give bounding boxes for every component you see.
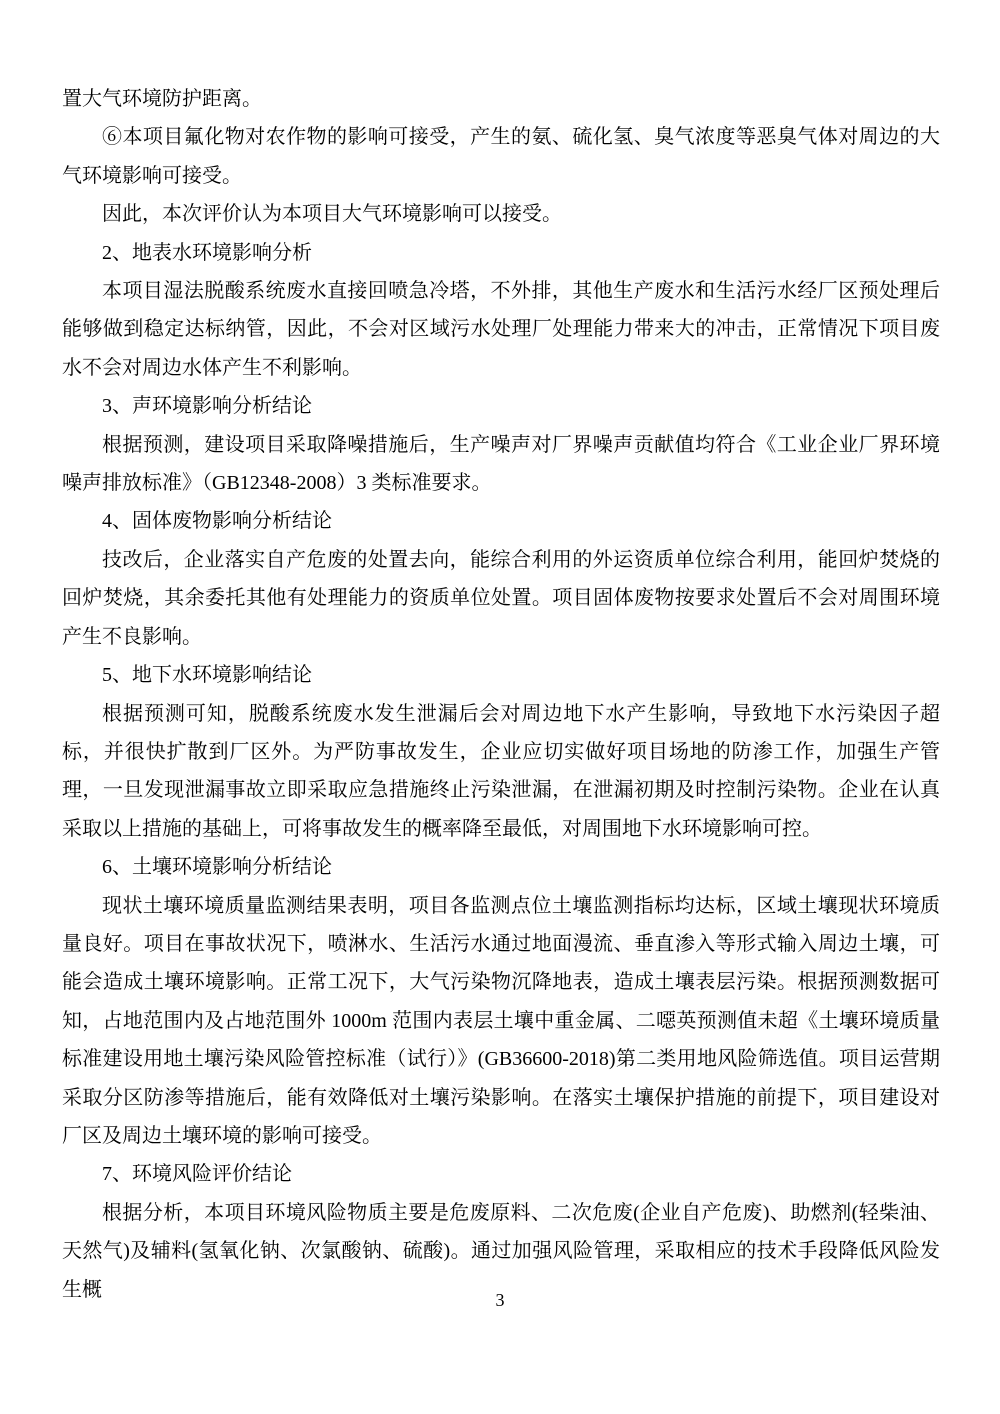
- heading-noise-conclusion: 3、声环境影响分析结论: [102, 395, 312, 418]
- paragraph-continuation: 置大气环境防护距离。: [62, 88, 262, 110]
- paragraph-groundwater-conclusion: 根据预测可知，脱酸系统废水发生泄漏后会对周边地下水产生影响，导致地下水污染因子超标，并很快扩散到厂区外。为严防事故发生，企业应切实做好项目场地的防渗工作，加强生产管理，一旦发现泄漏事故立即采取应急措施终止污染泄漏，在泄漏初期及时控制污染物。企业在认真采取以上措施的基础上，可将事故发生的概率降至最低，对周围地下水环境影响可控。: [62, 702, 940, 840]
- heading-soil-conclusion: 6、土壤环境影响分析结论: [102, 856, 332, 879]
- paragraph-noise-conclusion: 根据预测，建设项目采取降噪措施后，生产噪声对厂界噪声贡献值均符合《工业企业厂界环境噪声排放标准》（GB12348-2008）3 类标准要求。: [62, 433, 940, 495]
- paragraph-soil-conclusion: 现状土壤环境质量监测结果表明，项目各监测点位土壤监测指标均达标，区域土壤现状环境质量良好。项目在事故状况下，喷淋水、生活污水通过地面漫流、垂直渗入等形式输入周边土壤，可能会造成土壤环境影响。正常工况下，大气污染物沉降地表，造成土壤表层污染。根据预测数据可知，占地范围内及占地范围外 1000m 范围内表层土壤中重金属、二噁英预测值未超《土壤环境质量标准建设用地土壤污染风险管控标准（试行）》(GB36600-2018)第二类用地风险筛选值。项目运营期采取分区防渗等措施后，能有效降低对土壤污染影响。在落实土壤保护措施的前提下，项目建设对厂区及周边土壤环境的影响可接受。: [62, 894, 940, 1147]
- paragraph-solid-waste-conclusion: 技改后，企业落实自产危废的处置去向，能综合利用的外运资质单位综合利用，能回炉焚烧的回炉焚烧，其余委托其他有处理能力的资质单位处置。项目固体废物按要求处置后不会对周围环境产生不良影响。: [62, 548, 940, 648]
- paragraph-environmental-risk-conclusion: 根据分析，本项目环境风险物质主要是危废原料、二次危废(企业自产危废)、助燃剂(轻柴油、天然气)及辅料(氢氧化钠、次氯酸钠、硫酸)。通过加强风险管理，采取相应的技术手段降低风险发生概: [62, 1201, 940, 1301]
- page-number: 3: [495, 1290, 505, 1310]
- page-body-text: [62, 80, 940, 1309]
- paragraph-surface-water-analysis: 本项目湿法脱酸系统废水直接回喷急冷塔，不外排，其他生产废水和生活污水经厂区预处理后能够做到稳定达标纳管，因此，不会对区域污水处理厂处理能力带来大的冲击，正常情况下项目废水不会对周边水体产生不利影响。: [62, 280, 940, 379]
- heading-groundwater-conclusion: 5、地下水环境影响结论: [102, 664, 312, 687]
- heading-solid-waste-conclusion: 4、固体废物影响分析结论: [102, 510, 332, 533]
- heading-surface-water-analysis: 2、地表水环境影响分析: [102, 241, 312, 264]
- paragraph-air-conclusion: 因此，本次评价认为本项目大气环境影响可以接受。: [102, 203, 562, 226]
- paragraph-fluoride-odor-impact: ⑥本项目氟化物对农作物的影响可接受，产生的氨、硫化氢、臭气浓度等恶臭气体对周边的大气环境影响可接受。: [62, 126, 940, 187]
- heading-environmental-risk-conclusion: 7、环境风险评价结论: [102, 1163, 292, 1186]
